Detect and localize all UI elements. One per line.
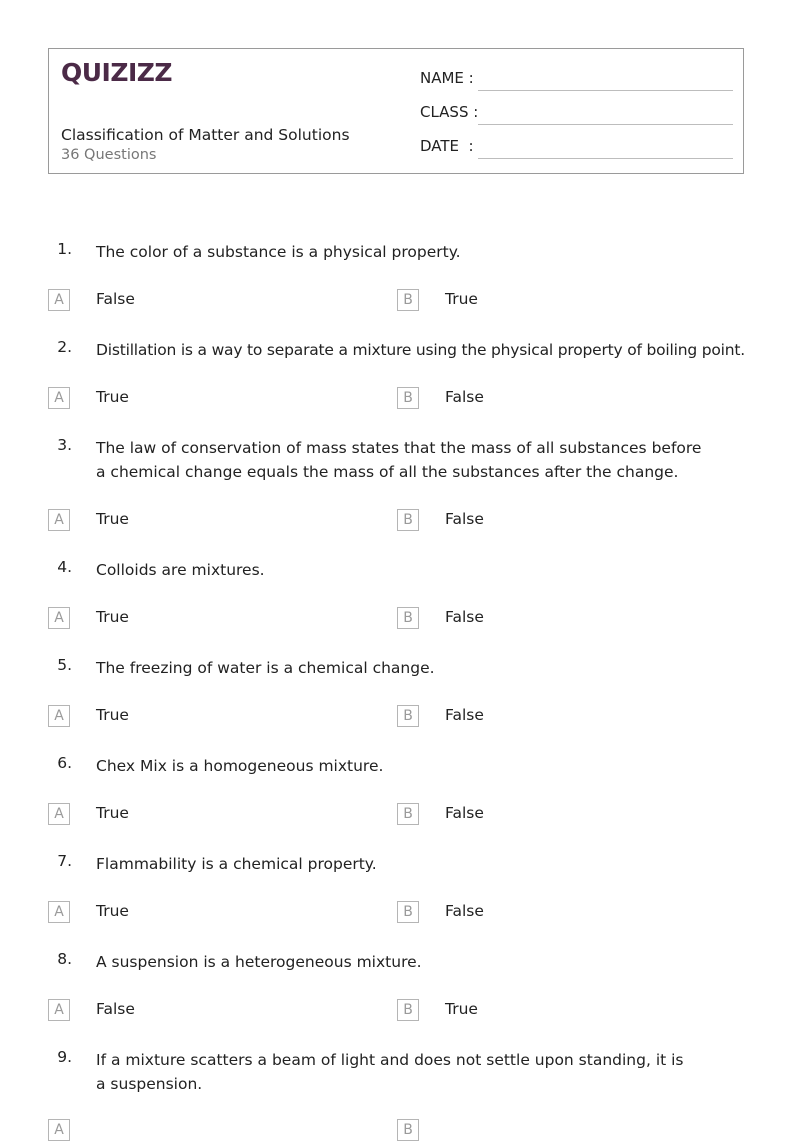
question-text-line: The law of conservation of mass states that the mass of all substances before [96,439,702,457]
question-text: A suspension is a heterogeneous mixture. [96,953,422,971]
worksheet-header [48,48,744,174]
class-field[interactable] [420,103,733,123]
option-text: False [96,1000,135,1018]
question-text: The color of a substance is a physical property. [96,243,461,261]
option-letter-box: A [48,1119,70,1141]
question-number: 2. [57,338,72,356]
option-letter-box: B [397,607,419,629]
option-text: True [96,706,129,724]
option-text: False [445,608,484,626]
question-text-line: a chemical change equals the mass of all the substances after the change. [96,463,679,481]
question-number: 4. [57,558,72,576]
option-letter-box: A [48,901,70,923]
option-letter-box: B [397,289,419,311]
option-letter-box: A [48,509,70,531]
option-letter-box: B [397,509,419,531]
question-number: 6. [57,754,72,772]
question-text: Flammability is a chemical property. [96,855,377,873]
question-text: Distillation is a way to separate a mixture using the physical property of boiling point. [96,341,745,359]
name-field[interactable] [420,69,733,89]
option-letter-box: B [397,1119,419,1141]
name-line [478,90,733,91]
option-text: True [96,804,129,822]
option-text: True [445,290,478,308]
option-letter-box: B [397,705,419,727]
question-text [96,1048,746,1096]
class-label: CLASS : [420,103,479,121]
question-text-line: a suspension. [96,1075,203,1093]
question-text [96,436,746,484]
option-letter-box: A [48,999,70,1021]
question-text: Colloids are mixtures. [96,561,265,579]
option-letter-box: B [397,387,419,409]
option-letter-box: A [48,705,70,727]
class-line [478,124,733,125]
option-letter-box: B [397,803,419,825]
question-text: Chex Mix is a homogeneous mixture. [96,757,384,775]
quizizz-logo: QUIZIZZ [61,58,173,87]
option-letter-box: A [48,607,70,629]
option-text: False [445,902,484,920]
question-count: 36 Questions [61,147,157,163]
date-line [478,158,733,159]
option-text: False [96,290,135,308]
option-letter-box: A [48,289,70,311]
question-number: 8. [57,950,72,968]
name-label: NAME : [420,69,474,87]
option-text: True [96,510,129,528]
option-text: True [96,608,129,626]
question-number: 1. [57,240,72,258]
question-text-line: If a mixture scatters a beam of light and does not settle upon standing, it is [96,1051,684,1069]
option-text: True [445,1000,478,1018]
question-number: 9. [57,1048,72,1066]
worksheet-title: Classification of Matter and Solutions [61,126,350,144]
option-text: False [445,388,484,406]
option-text: False [445,706,484,724]
date-field[interactable] [420,137,733,157]
question-number: 7. [57,852,72,870]
date-label: DATE : [420,137,474,155]
question-number: 3. [57,436,72,454]
option-text: True [96,388,129,406]
option-text: True [96,902,129,920]
option-letter-box: A [48,803,70,825]
question-number: 5. [57,656,72,674]
option-letter-box: B [397,999,419,1021]
option-letter-box: B [397,901,419,923]
option-letter-box: A [48,387,70,409]
question-text: The freezing of water is a chemical change. [96,659,435,677]
option-text: False [445,510,484,528]
option-text: False [445,804,484,822]
